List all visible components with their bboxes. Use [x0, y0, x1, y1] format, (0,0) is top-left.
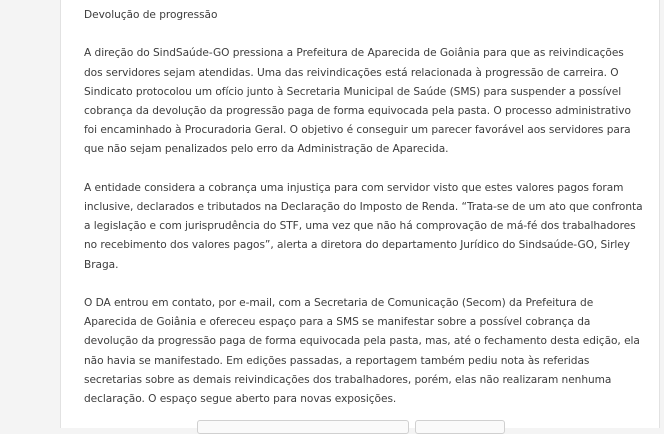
- article-body: [84, 0, 644, 409]
- bottom-action-box[interactable]: [415, 420, 505, 434]
- bottom-share-box[interactable]: [197, 420, 409, 434]
- article-paragraph-1: A direção do SindSaúde-GO pressiona a Prefeitura de Aparecida de Goiânia para que as reivindicações dos servidores sejam atendidas. Uma das reivindicações está relacionada à progressão de carreira. O Sindicato protocolou um ofício junto à Secretaria Municipal de Saúde (SMS) para suspender a possível cobrança da devolução da progressão paga de forma equivocada pela pasta. O processo administrativo foi encaminhado à Procuradoria Geral. O objetivo é conseguir um parecer favorável aos servidores para que não sejam penalizados pelo erro da Administração de Aparecida.: [84, 47, 631, 156]
- article-paragraph-3: O DA entrou em contato, por e-mail, com a Secretaria de Comunicação (Secom) da Prefeitura de Aparecida de Goiânia e ofereceu espaço para a SMS se manifestar sobre a possível cobrança da devolução da progressão paga de forma equivocada pela pasta, mas, até o fechamento desta edição, ela não havia se manifestado. Em edições passadas, a reportagem também pediu nota às referidas secretarias sobre as demais reivindicações dos trabalhadores, porém, elas não realizaram nenhuma declaração. O espaço segue aberto para novas exposições.: [84, 297, 640, 406]
- article-card: [60, 0, 660, 428]
- article-section-title: Devolução de progressão: [84, 9, 218, 21]
- article-paragraph-2: A entidade considera a cobrança uma injustiça para com servidor visto que estes valores pagos foram inclusive, declarados e tributados na Declaração do Imposto de Renda. “Trata-se de um ato que confronta a legislação e com jurisprudência do STF, uma vez que não há comprovação de má-fé dos trabalhadores no recebimento dos valores pagos”, alerta a diretora do departamento Jurídico do Sindsaúde-GO, Sirley Braga.: [84, 181, 643, 271]
